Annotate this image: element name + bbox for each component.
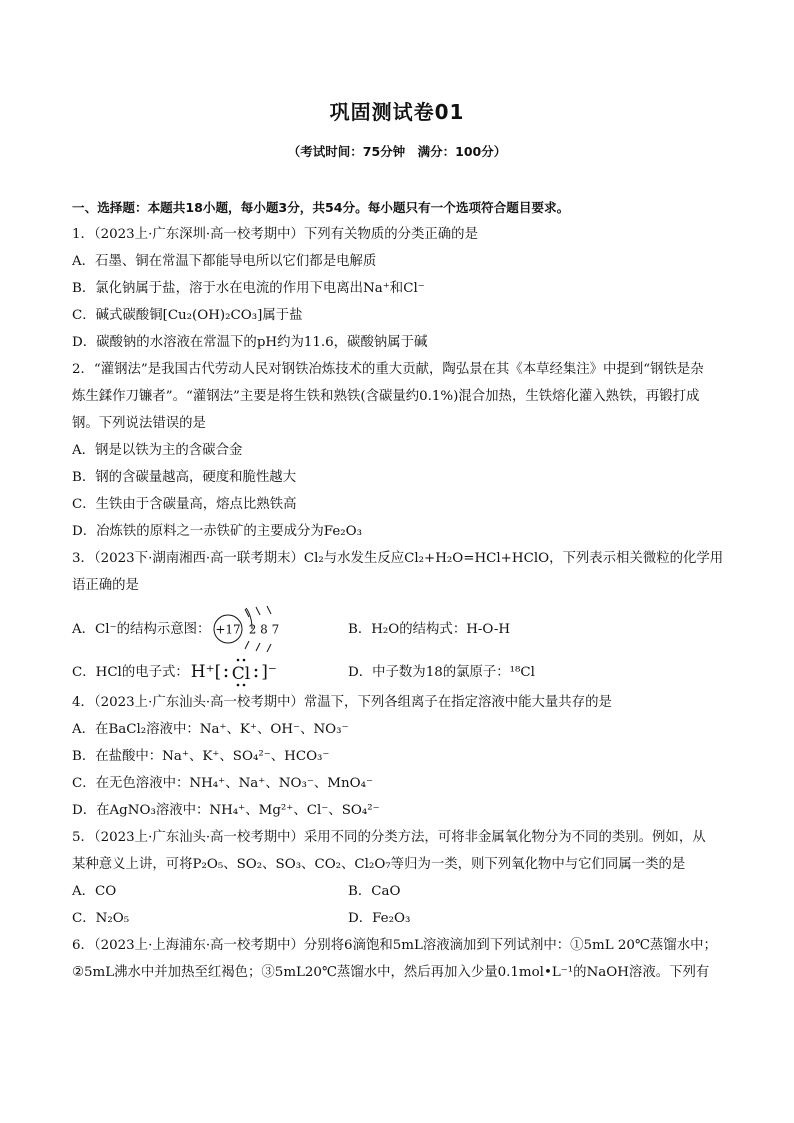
question-3-option-c-label: C．HCl的电子式： <box>72 664 189 680</box>
page-title: 巩固测试卷01 <box>329 100 465 124</box>
question-2-option-d: D．冶炼铁的原料之一赤铁矿的主要成分为Fe₂O₃ <box>72 524 362 539</box>
question-4-option-c: C．在无色溶液中：NH₄⁺、Na⁺、NO₃⁻、MnO₄⁻ <box>72 776 374 791</box>
electron-formula <box>191 657 277 687</box>
electron-formula-atom <box>221 657 261 687</box>
exam-info: （考试时间：75分钟 满分：100分） <box>287 144 507 159</box>
question-2-option-a: A．钢是以铁为主的含碳合金 <box>72 443 243 458</box>
question-3-option-b <box>348 616 624 643</box>
question-2-stem-line-2: 炼生鍒作刀镰者”。“灌钢法”主要是将生铁和熟铁(含碳量约0.1%)混合加热，生铁熔化灌入熟铁，再锻打成 <box>72 389 700 404</box>
question-5-option-c: C．N₂O₅ <box>72 911 130 926</box>
electron-shells: 2 8 7 <box>249 622 280 637</box>
electron-formula-left: H⁺[ <box>190 661 222 682</box>
electron-dots <box>221 657 261 687</box>
question-6-stem-line-1: 6．（2023上·上海浦东·高一校考期中）分别将6滴饱和5mL溶液滴加到下列试剂中：①5mL 20℃蒸馏水中； <box>72 938 717 953</box>
question-3-options-ab <box>72 603 724 655</box>
question-3-option-c <box>72 657 348 687</box>
question-5-stem-line-2: 某种意义上讲，可将P₂O₅、SO₂、SO₃、CO₂、Cl₂O₇等归为一类，则下列氧化物中与它们同属一类的是 <box>72 857 686 872</box>
question-3-stem-line-2: 语正确的是 <box>72 578 139 593</box>
question-content <box>72 194 724 986</box>
question-3-option-a <box>72 604 348 654</box>
question-2-stem-line-1: 2．“灌钢法”是我国古代劳动人民对钢铁冶炼技术的重大贡献，陶弘景在其《本草经集注》中提到“钢铁是杂 <box>72 362 704 377</box>
question-5-options-ab <box>72 878 724 905</box>
question-1-option-a: A．石墨、铜在常温下都能导电所以它们都是电解质 <box>72 254 377 269</box>
question-5-stem-line-1: 5．（2023上·广东汕头·高一校考期中）采用不同的分类方法，可将非金属氧化物分为不同的类别。例如，从 <box>72 830 706 845</box>
question-2-option-b: B．钢的含碳量越高，硬度和脆性越大 <box>72 470 297 485</box>
question-3-options-cd <box>72 655 724 689</box>
atomic-structure-diagram <box>212 604 294 654</box>
question-2-stem-line-3: 钢。下列说法错误的是 <box>72 416 206 431</box>
question-3-option-b-text: B．H₂O的结构式：H-O-H <box>348 621 511 637</box>
section-heading: 一、选择题：本题共18小题，每小题3分，共54分。每小题只有一个选项符合题目要求。 <box>72 200 570 215</box>
question-3-option-a-label: A．Cl⁻的结构示意图： <box>72 621 211 637</box>
question-3-stem-line-1: 3．（2023下·湖南湘西·高一联考期末）Cl₂与水发生反应Cl₂+H₂O=HCl+HClO，下列表示相关微粒的化学用 <box>72 551 724 566</box>
question-5-options-cd <box>72 905 724 932</box>
nucleus-charge: +17 <box>215 622 242 637</box>
question-1-stem: 1．（2023上·广东深圳·高一校考期中）下列有关物质的分类正确的是 <box>72 227 478 242</box>
question-1-option-c: C．碱式碳酸铜[Cu₂(OH)₂CO₃]属于盐 <box>72 308 303 323</box>
question-3-option-d <box>348 659 624 686</box>
question-1-option-d: D．碳酸钠的水溶液在常温下的pH约为11.6，碳酸钠属于碱 <box>72 335 428 350</box>
question-5-option-d: D．Fe₂O₃ <box>348 911 411 926</box>
question-4-option-b: B．在盐酸中：Na⁺、K⁺、SO₄²⁻、HCO₃⁻ <box>72 749 330 764</box>
svg-text:Cl: Cl <box>232 664 251 684</box>
question-4-option-a: A．在BaCl₂溶液中：Na⁺、K⁺、OH⁻、NO₃⁻ <box>72 722 349 737</box>
question-1-option-b: B．氯化钠属于盐，溶于水在电流的作用下电离出Na⁺和Cl⁻ <box>72 281 425 296</box>
question-5-option-b: B．CaO <box>348 884 401 899</box>
electron-formula-right: ]⁻ <box>261 661 277 682</box>
question-6-stem-line-2: ②5mL沸水中并加热至红褐色；③5mL20℃蒸馏水中，然后再加入少量0.1mol•L⁻¹的NaOH溶液。下列有 <box>72 965 710 980</box>
question-4-option-d: D．在AgNO₃溶液中：NH₄⁺、Mg²⁺、Cl⁻、SO₄²⁻ <box>72 803 380 818</box>
question-4-stem: 4．（2023上·广东汕头·高一校考期中）常温下，下列各组离子在指定溶液中能大量共存的是 <box>72 695 612 710</box>
question-3-option-d-text: D．中子数为18的氯原子：¹⁸Cl <box>348 664 535 680</box>
question-2-option-c: C．生铁由于含碳量高，熔点比熟铁高 <box>72 497 297 512</box>
question-5-option-a: A．CO <box>72 884 117 899</box>
